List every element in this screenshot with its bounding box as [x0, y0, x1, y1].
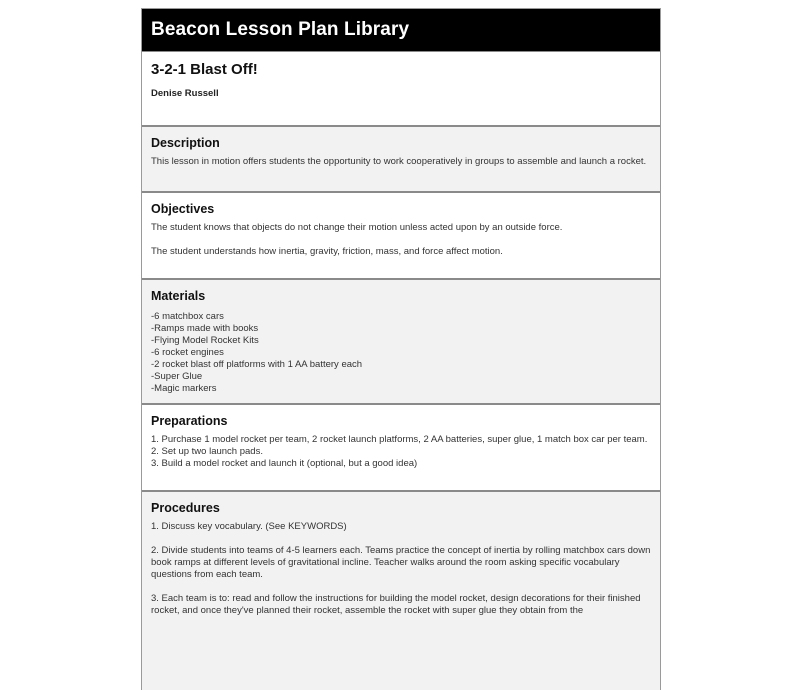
- procedures-section: [142, 490, 660, 690]
- lesson-header-section: [142, 51, 660, 125]
- objectives-section: [142, 191, 660, 278]
- preparation-item: 1. Purchase 1 model rocket per team, 2 rocket launch platforms, 2 AA batteries, super glue, 1 match box car per team.: [151, 434, 648, 445]
- procedures-heading: Procedures: [151, 501, 220, 515]
- material-item: -Flying Model Rocket Kits: [151, 335, 259, 346]
- objective-item: The student understands how inertia, gravity, friction, mass, and force affect motion.: [151, 246, 503, 257]
- procedure-step: 2. Divide students into teams of 4-5 learners each. Teams practice the concept of inertia by rolling matchbox cars down book ramps at different levels of gravitational incline. Teacher walks around the room asking specific vocabulary questions from each team.: [151, 545, 651, 580]
- material-item: -2 rocket blast off platforms with 1 AA battery each: [151, 359, 363, 370]
- material-item: -6 rocket engines: [151, 347, 224, 358]
- lesson-title: 3-2-1 Blast Off!: [151, 61, 258, 78]
- materials-heading: Materials: [151, 289, 206, 303]
- objective-item: The student knows that objects do not change their motion unless acted upon by an outside force.: [151, 222, 563, 233]
- site-banner: [142, 9, 660, 51]
- description-section: [142, 125, 660, 191]
- materials-section: [142, 278, 660, 403]
- material-item: -6 matchbox cars: [151, 311, 224, 322]
- preparation-item: 2. Set up two launch pads.: [151, 446, 263, 457]
- material-item: -Magic markers: [151, 383, 217, 394]
- preparation-item: 3. Build a model rocket and launch it (optional, but a good idea): [151, 458, 418, 469]
- lesson-plan-page: [141, 8, 661, 690]
- material-item: -Ramps made with books: [151, 323, 259, 334]
- procedure-step: 1. Discuss key vocabulary. (See KEYWORDS): [151, 521, 347, 532]
- lesson-author: Denise Russell: [151, 88, 219, 99]
- preparations-heading: Preparations: [151, 414, 228, 428]
- material-item: -Super Glue: [151, 371, 203, 382]
- site-title: Beacon Lesson Plan Library: [151, 19, 410, 40]
- description-text: This lesson in motion offers students the opportunity to work cooperatively in groups to assemble and launch a rocket.: [151, 156, 647, 167]
- objectives-heading: Objectives: [151, 202, 215, 216]
- preparations-list: [151, 434, 651, 470]
- materials-list: [151, 311, 651, 395]
- preparations-section: [142, 403, 660, 490]
- description-heading: Description: [151, 136, 220, 150]
- procedure-step: 3. Each team is to: read and follow the instructions for building the model rocket, design decorations for their finished rocket, and once they've planned their rocket, assemble the rocket with super glue they obtain from the: [151, 593, 641, 616]
